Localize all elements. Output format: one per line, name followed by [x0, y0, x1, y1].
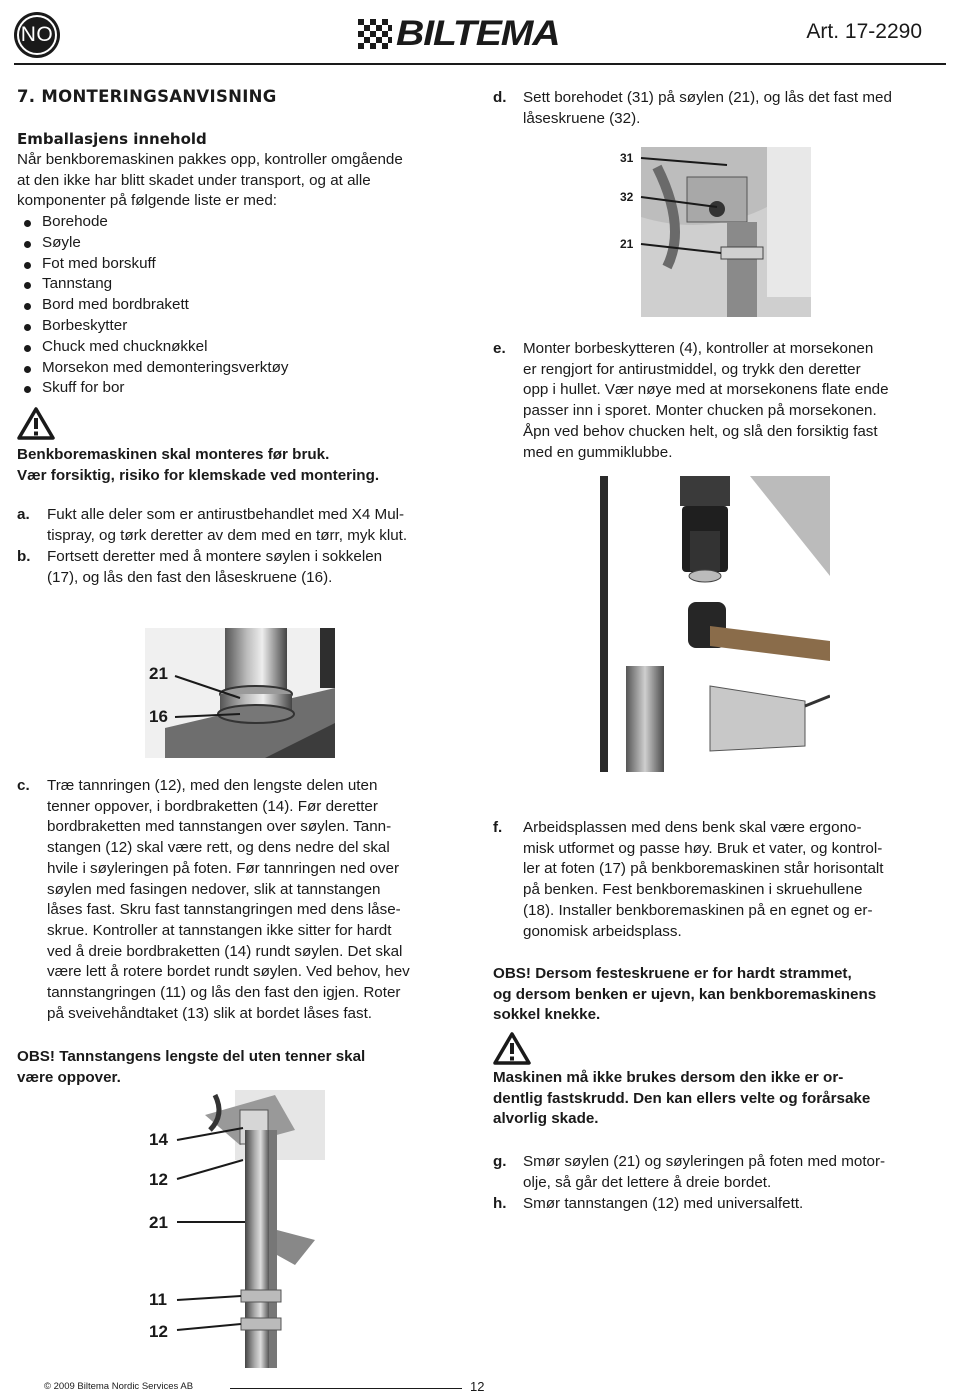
text-line: at den ikke har blitt skadet under transport, og at alle	[17, 171, 371, 189]
obs-note	[17, 1047, 365, 1088]
text-line: er rengjort for antirustmiddel, og trykk den deretter	[523, 360, 861, 378]
text-line: Når benkboremaskinen pakkes opp, kontroller omgående	[17, 151, 403, 168]
text-line: Vær forsiktig, risiko for klemskade ved montering.	[17, 466, 380, 484]
list-item: Morsekon med demonteringsverktøy	[17, 358, 288, 379]
text-line: Benkboremaskinen skal monteres før bruk.	[17, 446, 330, 463]
callout-label: 21	[149, 1213, 168, 1232]
column-base-photo	[145, 628, 335, 758]
package-list	[17, 212, 288, 399]
list-item: Skuff for bor	[17, 378, 288, 399]
text-line: ler at foten (17) på benkboremaskinen står horisontalt	[523, 860, 884, 878]
text-line: Maskinen må ikke brukes dersom den ikke er or-	[493, 1069, 844, 1086]
step-label: b.	[17, 548, 31, 565]
list-item: Søyle	[17, 233, 288, 254]
step-b	[17, 547, 457, 588]
footer-rule	[230, 1388, 462, 1389]
step-c	[17, 776, 477, 1024]
callout-label: 14	[149, 1130, 168, 1149]
text-line: Fortsett deretter med å montere søylen i sokkelen	[47, 548, 383, 565]
text-line: på sveivehåndtaket (13) slik at bordet låses fast.	[47, 1004, 373, 1022]
text-line: låses fast. Skru fast tannstangringen med dens låse-	[47, 901, 401, 919]
text-line: søylen med fasingen nedover, slik at tannstangen	[47, 880, 381, 898]
step-label: a.	[17, 506, 30, 523]
obs-note	[493, 964, 876, 1026]
figure-drill-head	[617, 147, 811, 317]
text-line: tenner oppover, i bordbraketten (14). Før deretter	[47, 797, 378, 815]
text-line: passer inn i sporet. Monter chucken på morsekonen.	[523, 402, 877, 420]
text-line: på benken. Fest benkboremaskinen i skruehullene	[523, 881, 863, 899]
text-line: Smør søylen (21) og søyleringen på foten med motor-	[523, 1153, 886, 1170]
package-heading: Emballasjens innehold	[17, 130, 207, 148]
article-number: Art. 17-2290	[806, 20, 922, 43]
text-line: låseskruene (32).	[523, 109, 641, 127]
text-line: alvorlig skade.	[493, 1110, 599, 1128]
warning-triangle-icon	[493, 1032, 531, 1065]
callout-label: 21	[620, 237, 634, 251]
chuck-mallet-photo	[600, 476, 830, 772]
list-item: Fot med borskuff	[17, 254, 288, 275]
page-number: 12	[470, 1379, 485, 1394]
text-line: Smør tannstangen (12) med universalfett.	[523, 1195, 804, 1212]
step-a	[17, 505, 457, 546]
text-line: Sett borehodet (31) på søylen (21), og lås det fast med	[523, 89, 892, 106]
callout-label: 12	[149, 1170, 168, 1189]
text-line: Fukt alle deler som er antirustbehandlet med X4 Mul-	[47, 506, 405, 523]
list-item: Borbeskytter	[17, 316, 288, 337]
list-item: Chuck med chucknøkkel	[17, 337, 288, 358]
warning-text	[493, 1068, 870, 1130]
text-line: tannstangringen (11) og lås den fast den igjen. Roter	[47, 984, 401, 1002]
figure-chuck-mallet	[600, 476, 830, 772]
step-label: g.	[493, 1153, 507, 1170]
callout-label: 16	[149, 707, 168, 726]
text-line: (18). Installer benkboremaskinen på en egnet og er-	[523, 901, 873, 919]
text-line: ved å dreie bordbraketten (14) rundt søylen. Det skal	[47, 942, 403, 960]
text-line: (17), og lås den fast den låseskruene (16).	[47, 568, 333, 586]
package-intro	[17, 150, 403, 212]
text-line: Arbeidsplassen med dens benk skal være ergono-	[523, 819, 862, 836]
brand-logo	[358, 16, 600, 52]
list-item: Borehode	[17, 212, 288, 233]
text-line: skrue. Kontroller at tannstangen ikke sitter for hardt	[47, 921, 392, 939]
text-line: være oppover.	[17, 1068, 121, 1086]
callout-label: 31	[620, 151, 634, 165]
callout-label: 11	[149, 1290, 167, 1309]
language-code: NO	[20, 23, 54, 46]
text-line: Åpn ved behov chucken helt, og slå den forsiktig fast	[523, 422, 878, 440]
text-line: misk utformet og passe høy. Bruk et vater, og kontrol-	[523, 839, 883, 857]
text-line: gonomisk arbeidsplass.	[523, 922, 682, 940]
text-line: olje, så går det lettere å dreie bordet.	[523, 1173, 772, 1191]
step-f	[493, 818, 943, 942]
callout-label: 12	[149, 1322, 168, 1341]
figure-column-base	[145, 628, 335, 758]
warning-text	[17, 445, 379, 486]
callout-label: 32	[620, 190, 634, 204]
step-g	[493, 1152, 943, 1193]
step-label: c.	[17, 777, 30, 794]
step-d	[493, 88, 943, 129]
text-line: tispray, og tørk deretter av dem med en tørr, myk klut.	[47, 526, 408, 544]
text-line: Monter borbeskytteren (4), kontroller at morsekonen	[523, 340, 874, 357]
text-line: med en gummiklubbe.	[523, 443, 673, 461]
rack-column-photo	[145, 1090, 325, 1368]
copyright-text: © 2009 Biltema Nordic Services AB	[44, 1381, 194, 1392]
biltema-checker-logo-icon	[358, 19, 392, 49]
language-badge	[14, 12, 60, 58]
text-line: bordbraketten med tannstangen over søylen. Tann-	[47, 818, 392, 836]
list-item: Bord med bordbrakett	[17, 295, 288, 316]
step-label: e.	[493, 340, 506, 357]
section-title: 7. MONTERINGSANVISNING	[17, 87, 277, 106]
header-rule	[14, 63, 946, 65]
step-h	[493, 1194, 943, 1215]
step-label: d.	[493, 89, 507, 106]
callout-label: 21	[149, 664, 168, 683]
text-line: dentlig fastskrudd. Den kan ellers velte og forårsake	[493, 1089, 871, 1107]
list-item: Tannstang	[17, 274, 288, 295]
drill-head-photo	[617, 147, 811, 317]
text-line: sokkel knekke.	[493, 1006, 601, 1024]
text-line: og dersom benken er ujevn, kan benkboremaskinens	[493, 985, 877, 1003]
text-line: opp i hullet. Vær nøye med at morsekonens flate ende	[523, 381, 889, 399]
text-line: være lett å rotere bordet rundt søylen. Ved behov, hev	[47, 963, 410, 981]
figure-rack-column	[145, 1090, 325, 1368]
brand-name: BILTEMA	[396, 14, 560, 53]
text-line: stangen (12) skal være rett, og dens nedre del skal	[47, 839, 390, 857]
text-line: OBS! Tannstangens lengste del uten tenner skal	[17, 1048, 366, 1065]
text-line: OBS! Dersom festeskruene er for hardt strammet,	[493, 965, 852, 982]
step-e	[493, 339, 943, 463]
text-line: hvile i søyleringen på foten. Før tannringen ned over	[47, 859, 400, 877]
warning-triangle-icon	[17, 407, 55, 440]
text-line: komponenter på følgende liste er med:	[17, 192, 278, 210]
text-line: Træ tannringen (12), med den lengste delen uten	[47, 777, 378, 794]
step-label: f.	[493, 819, 503, 836]
step-label: h.	[493, 1195, 507, 1212]
